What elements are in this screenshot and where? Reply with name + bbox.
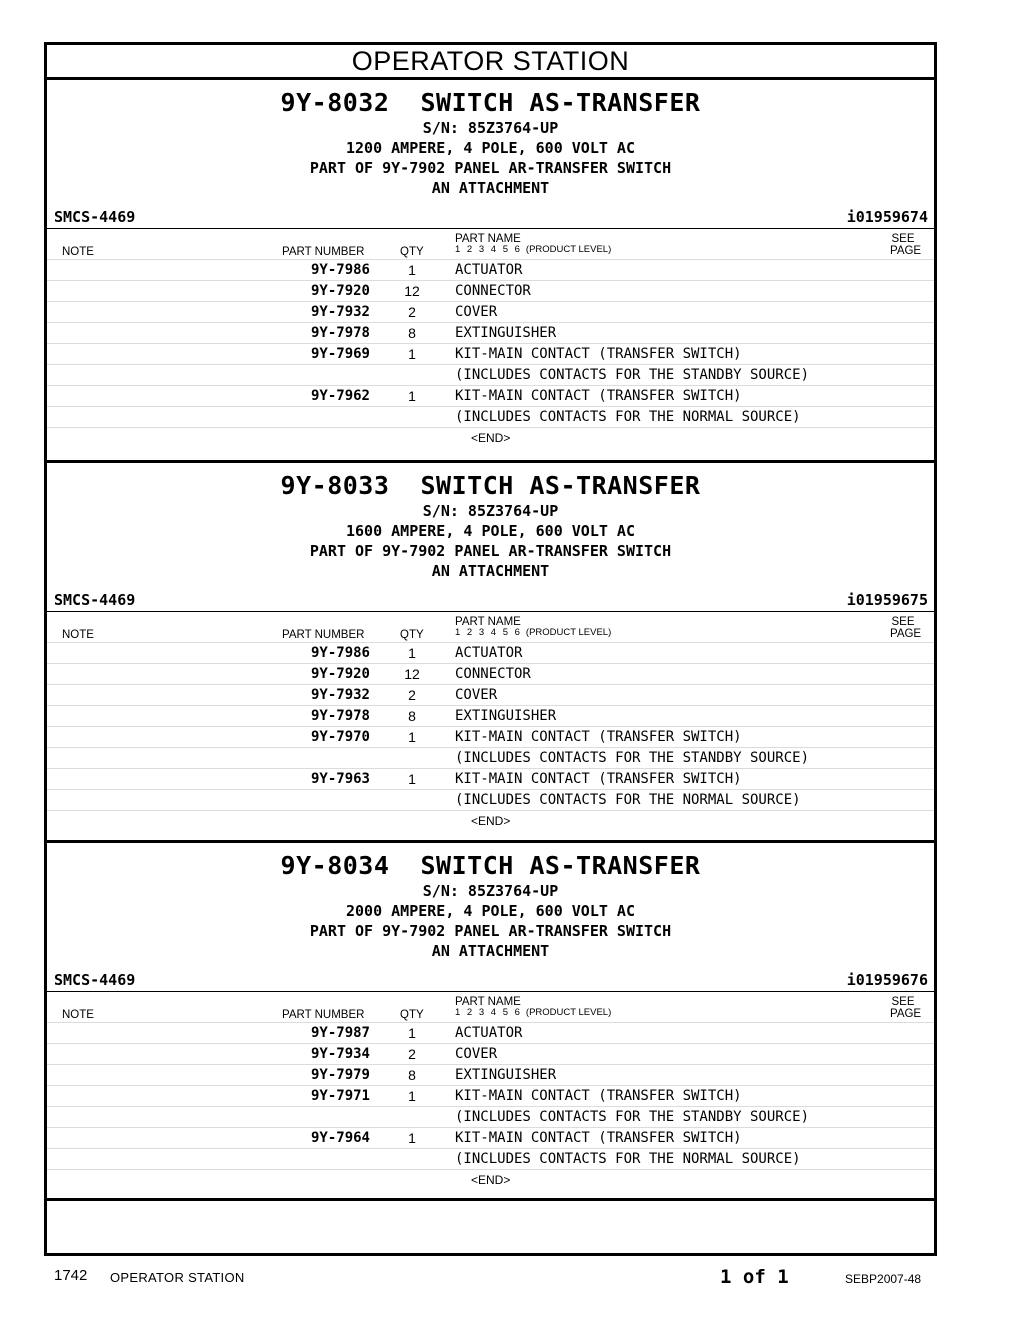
col-note: NOTE (62, 629, 94, 641)
col-levels (455, 1007, 611, 1019)
parts-section (47, 80, 934, 463)
part-number: 9Y-7920 (310, 666, 370, 682)
col-levels (455, 244, 611, 256)
product-level-label: (PRODUCT LEVEL) (525, 1007, 612, 1018)
col-see-page (890, 616, 922, 640)
quantity: 8 (408, 1067, 416, 1083)
serial-number: S/N: 85Z3764-UP (422, 502, 559, 520)
table-row (47, 642, 934, 663)
level-numbers: 1 2 3 4 5 6 (455, 244, 520, 255)
part-name-continuation: (INCLUDES CONTACTS FOR THE NORMAL SOURCE) (455, 1151, 801, 1167)
header-rule (47, 991, 934, 992)
part-name: COVER (455, 304, 498, 320)
quantity: 1 (408, 388, 416, 404)
page-frame (44, 42, 937, 1256)
part-name: KIT-MAIN CONTACT (TRANSFER SWITCH) (455, 346, 742, 362)
quantity: 1 (408, 1130, 416, 1146)
table-row (47, 1148, 934, 1169)
part-name: COVER (455, 687, 498, 703)
illustration-ref: i01959674 (846, 208, 928, 226)
see-label: SEE (891, 233, 915, 245)
table-row (47, 726, 934, 747)
part-name: EXTINGUISHER (455, 1067, 557, 1083)
part-name: CONNECTOR (455, 283, 531, 299)
part-number: 9Y-7932 (310, 687, 370, 703)
col-part-number: PART NUMBER (282, 1009, 365, 1021)
part-name: KIT-MAIN CONTACT (TRANSFER SWITCH) (455, 729, 742, 745)
quantity: 1 (408, 262, 416, 278)
part-name: EXTINGUISHER (455, 708, 557, 724)
quantity: 1 (408, 729, 416, 745)
smcs-code: SMCS-4469 (54, 208, 136, 226)
part-name-continuation: (INCLUDES CONTACTS FOR THE STANDBY SOURCE) (455, 750, 810, 766)
table-row (47, 684, 934, 705)
part-of-line: PART OF 9Y-7902 PANEL AR-TRANSFER SWITCH (309, 542, 672, 560)
footer-doc-id: SEBP2007-48 (845, 1272, 922, 1286)
col-see-page (890, 233, 922, 257)
header-rule (47, 611, 934, 612)
product-level-label: (PRODUCT LEVEL) (525, 244, 612, 255)
part-number: 9Y-7986 (310, 645, 370, 661)
table-row (47, 259, 934, 280)
part-number: 9Y-7987 (310, 1025, 370, 1041)
part-number: 9Y-7978 (310, 325, 370, 341)
part-number: 9Y-7964 (310, 1130, 370, 1146)
col-part-name: PART NAME (455, 233, 521, 245)
part-name-continuation: (INCLUDES CONTACTS FOR THE NORMAL SOURCE) (455, 792, 801, 808)
part-name-continuation: (INCLUDES CONTACTS FOR THE STANDBY SOURCE) (455, 1109, 810, 1125)
end-marker: <END> (471, 1173, 511, 1187)
table-row (47, 1169, 934, 1190)
col-part-name: PART NAME (455, 616, 521, 628)
col-see-page (890, 996, 922, 1020)
part-number: 9Y-7963 (310, 771, 370, 787)
table-row (47, 1043, 934, 1064)
part-number: 9Y-7979 (310, 1067, 370, 1083)
col-qty: QTY (400, 246, 424, 258)
col-qty: QTY (400, 629, 424, 641)
footer-page-number: 1742 (54, 1267, 88, 1284)
page-header: OPERATOR STATION (47, 45, 934, 80)
table-row (47, 301, 934, 322)
table-row (47, 1085, 934, 1106)
col-note: NOTE (62, 246, 94, 258)
table-row (47, 343, 934, 364)
attachment-line: AN ATTACHMENT (431, 942, 550, 960)
table-row (47, 1127, 934, 1148)
part-name: ACTUATOR (455, 1025, 523, 1041)
parts-table (47, 642, 934, 831)
part-name: EXTINGUISHER (455, 325, 557, 341)
part-of-line: PART OF 9Y-7902 PANEL AR-TRANSFER SWITCH (309, 922, 672, 940)
footer-page-count: 1 of 1 (720, 1266, 789, 1288)
part-number: 9Y-7978 (310, 708, 370, 724)
quantity: 2 (408, 1046, 416, 1062)
table-row (47, 385, 934, 406)
table-row (47, 810, 934, 831)
quantity: 8 (408, 325, 416, 341)
table-row (47, 747, 934, 768)
parts-table (47, 1022, 934, 1190)
col-part-number: PART NUMBER (282, 246, 365, 258)
part-number: 9Y-7920 (310, 283, 370, 299)
level-numbers: 1 2 3 4 5 6 (455, 627, 520, 638)
quantity: 1 (408, 645, 416, 661)
table-row (47, 1064, 934, 1085)
end-marker: <END> (471, 814, 511, 828)
parts-section (47, 843, 934, 1201)
table-row (47, 427, 934, 448)
header-rule (47, 228, 934, 229)
attachment-line: AN ATTACHMENT (431, 179, 550, 197)
see-label: SEE (891, 616, 915, 628)
quantity: 12 (404, 283, 420, 299)
table-row (47, 322, 934, 343)
table-row (47, 768, 934, 789)
quantity: 1 (408, 1088, 416, 1104)
quantity: 2 (408, 304, 416, 320)
page-label: PAGE (890, 1008, 922, 1020)
parts-table (47, 259, 934, 448)
part-number: 9Y-7932 (310, 304, 370, 320)
rating-line: 2000 AMPERE, 4 POLE, 600 VOLT AC (346, 902, 635, 920)
table-row (47, 663, 934, 684)
table-row (47, 1106, 934, 1127)
illustration-ref: i01959676 (846, 971, 928, 989)
section-title: 9Y-8033 SWITCH AS-TRANSFER (280, 471, 701, 500)
part-name: KIT-MAIN CONTACT (TRANSFER SWITCH) (455, 1088, 742, 1104)
section-title: 9Y-8032 SWITCH AS-TRANSFER (280, 88, 701, 117)
part-name: ACTUATOR (455, 262, 523, 278)
section-title: 9Y-8034 SWITCH AS-TRANSFER (280, 851, 701, 880)
table-row (47, 280, 934, 301)
parts-section (47, 463, 934, 843)
product-level-label: (PRODUCT LEVEL) (525, 627, 612, 638)
part-number: 9Y-7962 (310, 388, 370, 404)
serial-number: S/N: 85Z3764-UP (422, 882, 559, 900)
smcs-code: SMCS-4469 (54, 591, 136, 609)
part-number: 9Y-7969 (310, 346, 370, 362)
quantity: 8 (408, 708, 416, 724)
footer-title: OPERATOR STATION (110, 1270, 245, 1285)
col-levels (455, 627, 611, 639)
table-row (47, 406, 934, 427)
table-row (47, 364, 934, 385)
smcs-code: SMCS-4469 (54, 971, 136, 989)
col-qty: QTY (400, 1009, 424, 1021)
col-part-name: PART NAME (455, 996, 521, 1008)
part-name: COVER (455, 1046, 498, 1062)
rating-line: 1200 AMPERE, 4 POLE, 600 VOLT AC (346, 139, 635, 157)
part-number: 9Y-7986 (310, 262, 370, 278)
part-name: CONNECTOR (455, 666, 531, 682)
part-of-line: PART OF 9Y-7902 PANEL AR-TRANSFER SWITCH (309, 159, 672, 177)
col-part-number: PART NUMBER (282, 629, 365, 641)
part-name: KIT-MAIN CONTACT (TRANSFER SWITCH) (455, 388, 742, 404)
col-note: NOTE (62, 1009, 94, 1021)
part-name: ACTUATOR (455, 645, 523, 661)
part-name-continuation: (INCLUDES CONTACTS FOR THE NORMAL SOURCE) (455, 409, 801, 425)
quantity: 2 (408, 687, 416, 703)
table-row (47, 705, 934, 726)
level-numbers: 1 2 3 4 5 6 (455, 1007, 520, 1018)
part-name-continuation: (INCLUDES CONTACTS FOR THE STANDBY SOURCE) (455, 367, 810, 383)
serial-number: S/N: 85Z3764-UP (422, 119, 559, 137)
part-number: 9Y-7971 (310, 1088, 370, 1104)
attachment-line: AN ATTACHMENT (431, 562, 550, 580)
quantity: 1 (408, 346, 416, 362)
part-name: KIT-MAIN CONTACT (TRANSFER SWITCH) (455, 771, 742, 787)
part-name: KIT-MAIN CONTACT (TRANSFER SWITCH) (455, 1130, 742, 1146)
quantity: 1 (408, 771, 416, 787)
page-label: PAGE (890, 245, 922, 257)
quantity: 1 (408, 1025, 416, 1041)
part-number: 9Y-7934 (310, 1046, 370, 1062)
part-number: 9Y-7970 (310, 729, 370, 745)
page-label: PAGE (890, 628, 922, 640)
table-row (47, 789, 934, 810)
end-marker: <END> (471, 431, 511, 445)
illustration-ref: i01959675 (846, 591, 928, 609)
quantity: 12 (404, 666, 420, 682)
rating-line: 1600 AMPERE, 4 POLE, 600 VOLT AC (346, 522, 635, 540)
see-label: SEE (891, 996, 915, 1008)
table-row (47, 1022, 934, 1043)
